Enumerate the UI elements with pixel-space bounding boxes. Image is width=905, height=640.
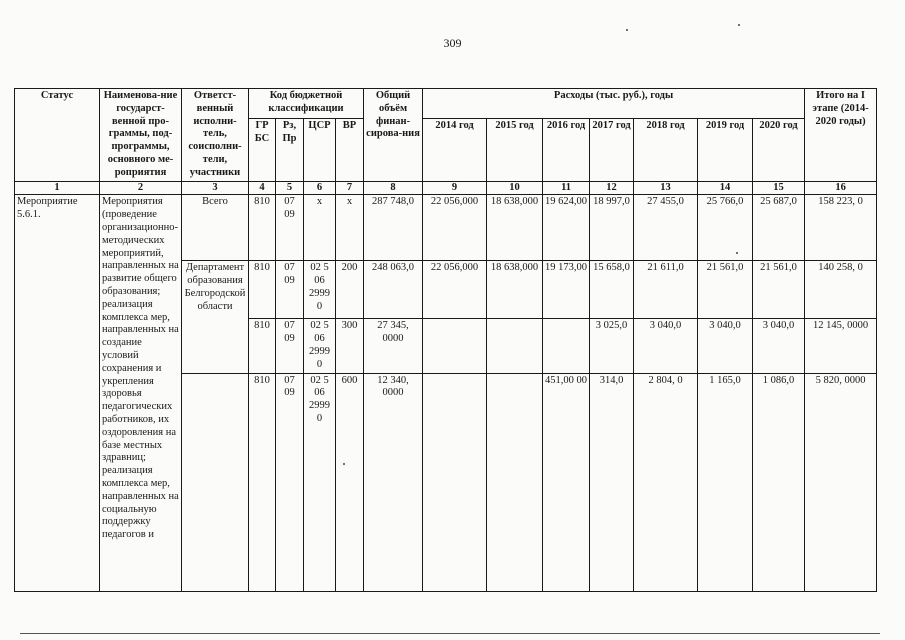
year-2015-cell — [487, 319, 543, 373]
scan-speck — [738, 24, 740, 26]
header-responsible: Ответст-венный исполни-тель, соисполни-тели, участники — [182, 89, 249, 182]
rz-pr-cell: 07 09 — [276, 373, 304, 591]
header-year-2014: 2014 год — [423, 119, 487, 181]
column-number: 16 — [805, 181, 877, 195]
header-year-2016: 2016 год — [543, 119, 590, 181]
stage-total-cell: 158 223, 0 — [805, 195, 877, 261]
total-volume-cell: 287 748,0 — [364, 195, 423, 261]
column-number: 15 — [753, 181, 805, 195]
year-2019-cell: 25 766,0 — [698, 195, 753, 261]
vr-cell: х — [336, 195, 364, 261]
header-total-volume: Общий объём финан-сирова-ния — [364, 89, 423, 182]
year-2016-cell: 19 624,00 — [543, 195, 590, 261]
header-rz-pr: Рз, Пр — [276, 119, 304, 181]
total-volume-cell: 27 345, 0000 — [364, 319, 423, 373]
grbs-cell: 810 — [249, 195, 276, 261]
year-2017-cell: 15 658,0 — [590, 261, 634, 319]
year-2019-cell: 1 165,0 — [698, 373, 753, 591]
column-number: 1 — [15, 181, 100, 195]
grbs-cell: 810 — [249, 373, 276, 591]
scan-edge-line — [20, 633, 880, 634]
vr-cell: 600 — [336, 373, 364, 591]
year-2016-cell — [543, 319, 590, 373]
responsible-all-cell: Всего — [182, 195, 249, 261]
csr-cell: 02 5 06 2999 0 — [304, 319, 336, 373]
header-budget-code: Код бюджетной классификации — [249, 89, 364, 119]
status-cell: Мероприятие 5.6.1. — [15, 195, 100, 591]
responsible-empty-cell — [182, 373, 249, 591]
column-number: 5 — [276, 181, 304, 195]
table-header — [15, 89, 877, 195]
rz-pr-cell: 07 09 — [276, 319, 304, 373]
year-2014-cell: 22 056,000 — [423, 195, 487, 261]
year-2020-cell: 1 086,0 — [753, 373, 805, 591]
total-volume-cell: 12 340, 0000 — [364, 373, 423, 591]
header-name: Наименова-ние государст-венной про-граммы, под-программы, основного ме-роприятия — [100, 89, 182, 182]
year-2014-cell — [423, 319, 487, 373]
scan-speck — [343, 463, 345, 465]
stage-total-cell: 12 145, 0000 — [805, 319, 877, 373]
grbs-cell: 810 — [249, 319, 276, 373]
column-number: 13 — [634, 181, 698, 195]
year-2015-cell: 18 638,000 — [487, 261, 543, 319]
year-2017-cell: 3 025,0 — [590, 319, 634, 373]
csr-cell: 02 5 06 2999 0 — [304, 373, 336, 591]
year-2019-cell: 21 561,0 — [698, 261, 753, 319]
year-2016-cell: 451,00 00 — [543, 373, 590, 591]
header-expenses: Расходы (тыс. руб.), годы — [423, 89, 805, 119]
column-number: 6 — [304, 181, 336, 195]
measure-name-cell: Мероприятия (проведение организационно-методических мероприятий, направленных на развитие общего образования; реализация комплекса мер, направленных на создание условий сохранения и укрепления здоровья педагогических работников, их оздоровления на базе местных здравниц; реализация комплекса мер, направленных на социальную поддержку педагогов и — [100, 195, 182, 591]
year-2014-cell — [423, 373, 487, 591]
column-number: 4 — [249, 181, 276, 195]
column-number: 3 — [182, 181, 249, 195]
year-2016-cell: 19 173,00 — [543, 261, 590, 319]
responsible-dept-cell: Департамент образования Белгородской области — [182, 261, 249, 373]
header-csr: ЦСР — [304, 119, 336, 181]
header-year-2015: 2015 год — [487, 119, 543, 181]
year-2015-cell — [487, 373, 543, 591]
year-2014-cell: 22 056,000 — [423, 261, 487, 319]
year-2020-cell: 25 687,0 — [753, 195, 805, 261]
year-2017-cell: 18 997,0 — [590, 195, 634, 261]
table-body — [15, 195, 877, 591]
table-row — [15, 195, 877, 261]
column-number: 8 — [364, 181, 423, 195]
header-grbs: ГР БС — [249, 119, 276, 181]
year-2018-cell: 3 040,0 — [634, 319, 698, 373]
csr-cell: х — [304, 195, 336, 261]
column-number: 9 — [423, 181, 487, 195]
column-number: 14 — [698, 181, 753, 195]
rz-pr-cell: 07 09 — [276, 261, 304, 319]
csr-cell: 02 5 06 2999 0 — [304, 261, 336, 319]
column-number: 2 — [100, 181, 182, 195]
total-volume-cell: 248 063,0 — [364, 261, 423, 319]
year-2015-cell: 18 638,000 — [487, 195, 543, 261]
year-2020-cell: 21 561,0 — [753, 261, 805, 319]
column-number: 7 — [336, 181, 364, 195]
column-number: 11 — [543, 181, 590, 195]
header-year-2017: 2017 год — [590, 119, 634, 181]
budget-table — [14, 88, 877, 592]
scan-speck — [626, 29, 628, 31]
stage-total-cell: 140 258, 0 — [805, 261, 877, 319]
column-number: 12 — [590, 181, 634, 195]
header-year-2019: 2019 год — [698, 119, 753, 181]
page-number: 309 — [443, 36, 462, 50]
grbs-cell: 810 — [249, 261, 276, 319]
header-year-2018: 2018 год — [634, 119, 698, 181]
year-2018-cell: 27 455,0 — [634, 195, 698, 261]
year-2017-cell: 314,0 — [590, 373, 634, 591]
rz-pr-cell: 07 09 — [276, 195, 304, 261]
vr-cell: 200 — [336, 261, 364, 319]
vr-cell: 300 — [336, 319, 364, 373]
year-2018-cell: 21 611,0 — [634, 261, 698, 319]
year-2018-cell: 2 804, 0 — [634, 373, 698, 591]
header-vr: ВР — [336, 119, 364, 181]
column-number: 10 — [487, 181, 543, 195]
stage-total-cell: 5 820, 0000 — [805, 373, 877, 591]
header-year-2020: 2020 год — [753, 119, 805, 181]
header-status: Статус — [15, 89, 100, 182]
scan-speck — [736, 252, 738, 254]
year-2019-cell: 3 040,0 — [698, 319, 753, 373]
year-2020-cell: 3 040,0 — [753, 319, 805, 373]
column-number-row — [15, 181, 877, 195]
header-stage-total: Итого на I этапе (2014-2020 годы) — [805, 89, 877, 182]
